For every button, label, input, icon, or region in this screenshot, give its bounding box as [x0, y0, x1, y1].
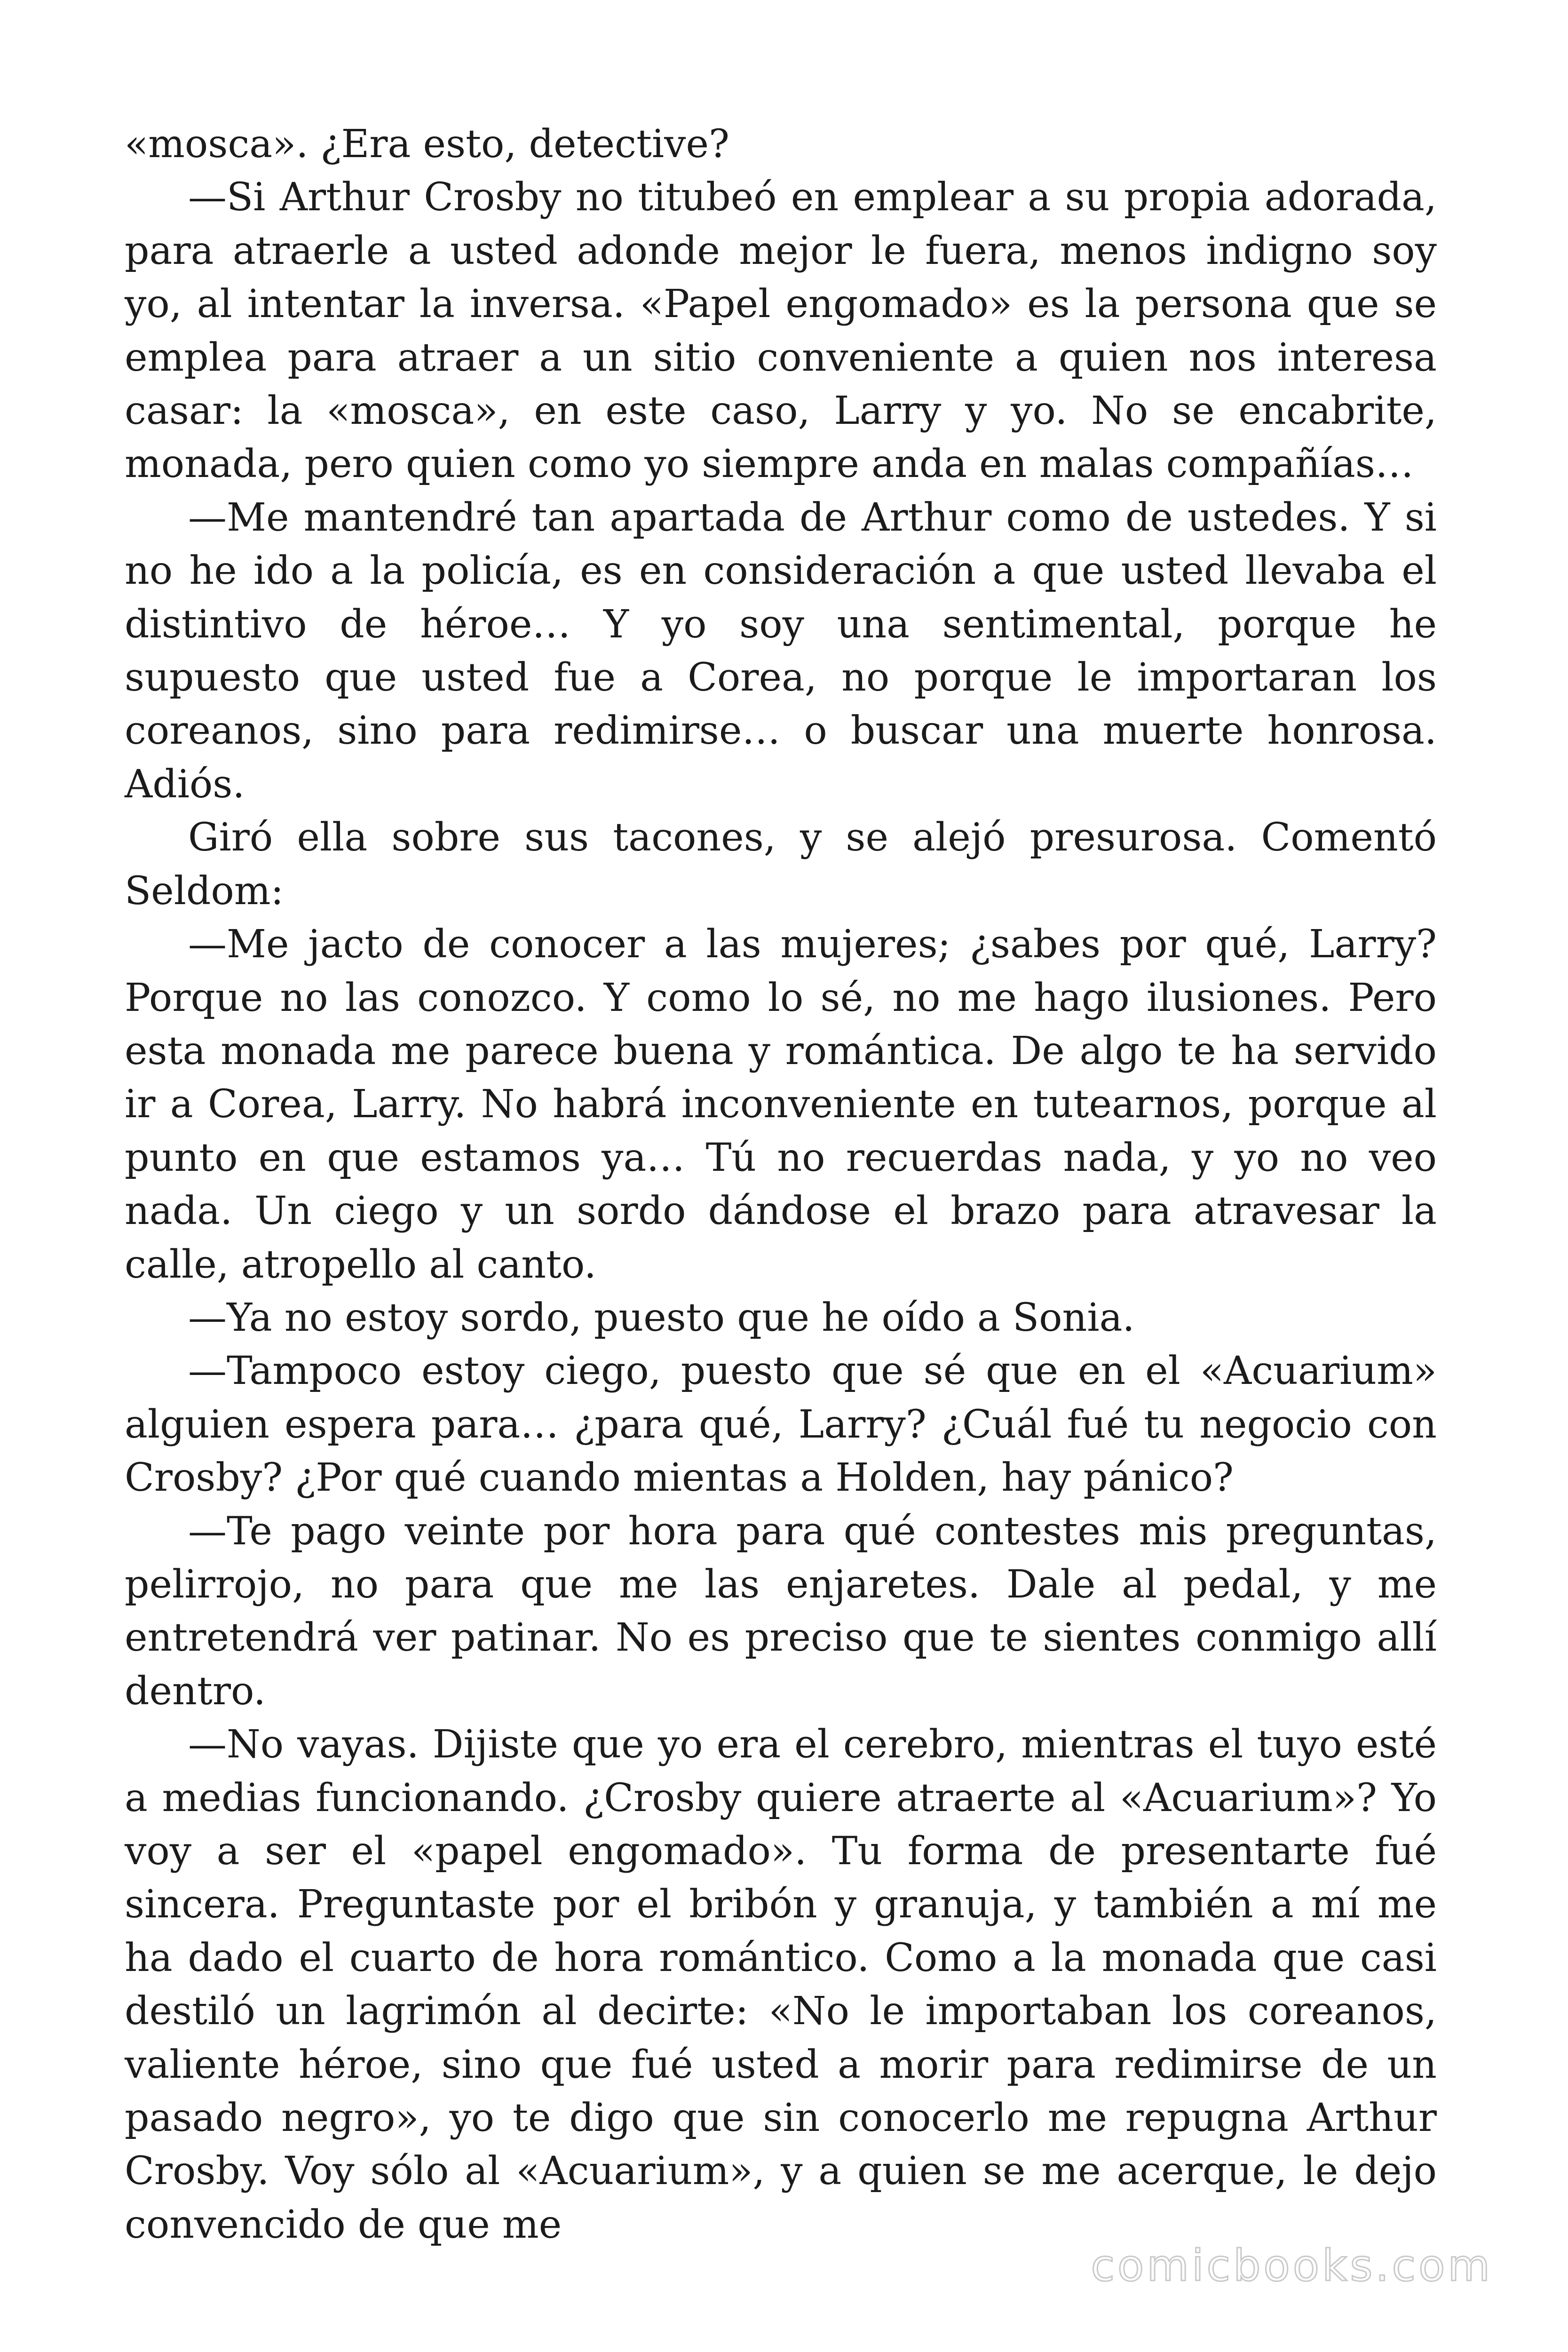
paragraph-4: Giró ella sobre sus tacones, y se alejó presurosa. Comentó Seldom: [125, 815, 1437, 914]
page-text [125, 118, 1437, 2251]
paragraph-1: «mosca». ¿Era esto, detective? [125, 122, 729, 167]
paragraph-7: —Tampoco estoy ciego, puesto que sé que en el «Acuarium» alguien espera para… ¿para qué, Larry? ¿Cuál fué tu negocio con Crosby? ¿Por qué cuando mientas a Holden, hay pánico? [125, 1349, 1437, 1501]
watermark: comicbooks.com [1091, 2241, 1493, 2291]
paragraph-6: —Ya no estoy sordo, puesto que he oído a Sonia. [188, 1295, 1135, 1340]
paragraph-5: —Me jacto de conocer a las mujeres; ¿sabes por qué, Larry? Porque no las conozco. Y como lo sé, no me hago ilusiones. Pero esta monada me parece buena y romántica. De algo te ha servido ir a Corea, Larry. No habrá inconveniente en tutearnos, porque al punto en que estamos ya… Tú no recuerdas nada, y yo no veo nada. Un ciego y un sordo dándose el brazo para atravesar la calle, atropello al canto. [125, 922, 1437, 1287]
paragraph-3: —Me mantendré tan apartada de Arthur como de ustedes. Y si no he ido a la policía, es en consideración a que usted llevaba el distintivo de héroe… Y yo soy una sentimental, porque he supuesto que usted fue a Corea, no porque le importaran los coreanos, sino para redimirse… o buscar una muerte honrosa. Adiós. [125, 495, 1437, 807]
paragraph-9: —No vayas. Dijiste que yo era el cerebro, mientras el tuyo esté a medias funcionando. ¿Crosby quiere atraerte al «Acuarium»? Yo voy a ser el «papel engomado». Tu forma de presentarte fué sincera. Preguntaste por el bribón y granuja, y también a mí me ha dado el cuarto de hora romántico. Como a la monada que casi destiló un lagrimón al decirte: «No le importaban los coreanos, valiente héroe, sino que fué usted a morir para redimirse de un pasado negro», yo te digo que sin conocerlo me repugna Arthur Crosby. Voy sólo al «Acuarium», y a quien se me acerque, le dejo convencido de que me [125, 1722, 1437, 2247]
paragraph-8: —Te pago veinte por hora para qué contestes mis preguntas, pelirrojo, no para que me las enjaretes. Dale al pedal, y me entretendrá ver patinar. No es preciso que te sientes conmigo allí dentro. [125, 1509, 1437, 1714]
paragraph-2: —Si Arthur Crosby no titubeó en emplear a su propia adorada, para atraerle a usted adonde mejor le fuera, menos indigno soy yo, al intentar la inversa. «Papel engomado» es la persona que se emplea para atraer a un sitio conveniente a quien nos interesa casar: la «mosca», en este caso, Larry y yo. No se encabrite, monada, pero quien como yo siempre anda en malas compañías… [125, 175, 1437, 487]
